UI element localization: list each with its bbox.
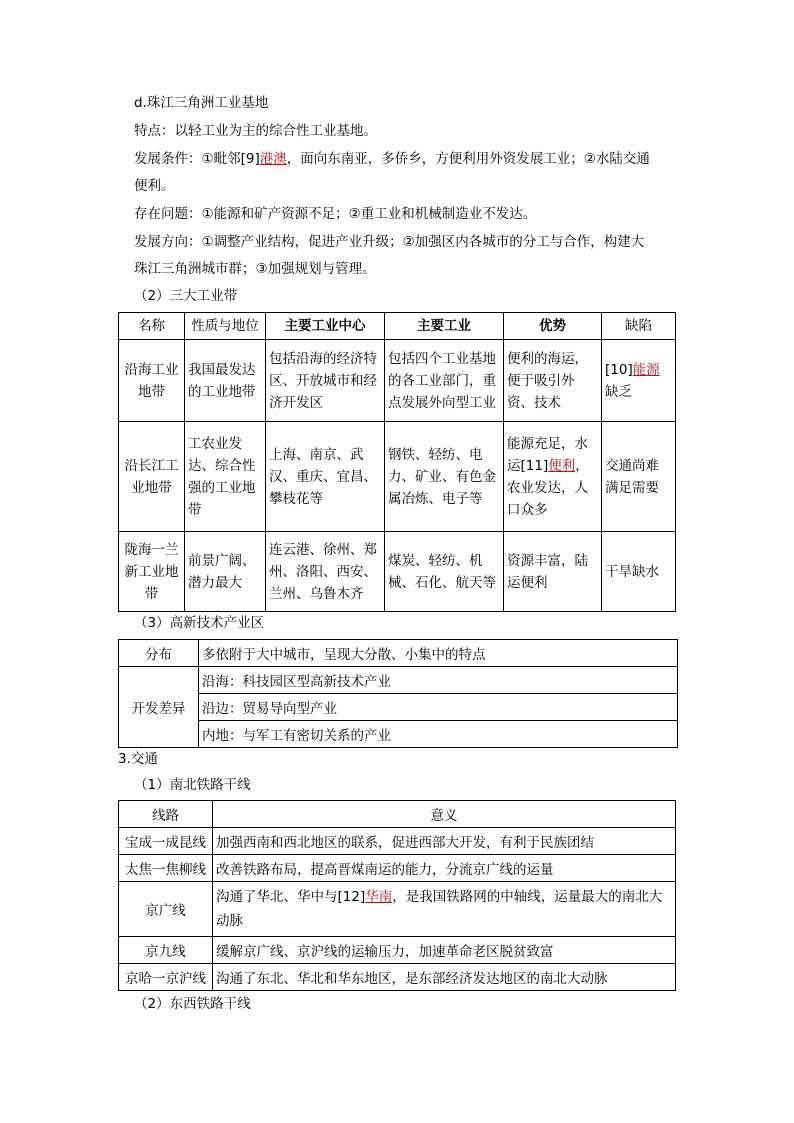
belt-industries: 煤炭、轻纺、机械、石化、航天等 <box>385 532 504 612</box>
direction-text-cont: 珠江三角洲城市群；③加强规划与管理。 <box>134 261 376 277</box>
belt-advantages: 能源充足，水运[11]便利，农业发达，人口众多 <box>504 422 602 532</box>
railway-name: 京哈一京沪线 <box>119 964 213 991</box>
feature-text: 特点：以轻工业为主的综合性工业基地。 <box>134 123 377 139</box>
railway-name: 宝成一成昆线 <box>119 828 213 855</box>
belt-name: 陇海一兰新工业地带 <box>119 532 185 612</box>
north-south-heading: （1）南北铁路干线 <box>134 777 251 793</box>
transport-heading: 3.交通 <box>118 751 158 767</box>
row-value: 多依附于大中城市，呈现大分散、小集中的特点 <box>199 640 678 667</box>
table-row <box>119 340 676 422</box>
table-row <box>119 694 678 721</box>
conditions-text: 发展条件：①毗邻[9]港澳，面向东南亚，多侨乡，方便利用外资发展工业；②水陆交通 <box>134 151 650 167</box>
direction-text: 发展方向：①调整产业结构，促进产业升级；②加强区内各城市的分工与合作，构建大 <box>134 234 645 250</box>
belt-nature: 工农业发达、综合性强的工业地带 <box>185 422 266 532</box>
railway-meaning: 缓解京广线、京沪线的运输压力，加速革命老区脱贫致富 <box>213 937 676 964</box>
header-cell: 线路 <box>119 801 213 828</box>
belt-advantages: 资源丰富，陆运便利 <box>504 532 602 612</box>
problems-text: 存在问题：①能源和矿产资源不足；②重工业和机械制造业不发达。 <box>134 206 537 222</box>
railway-name: 京广线 <box>119 882 213 937</box>
railway-name: 太焦一焦柳线 <box>119 855 213 882</box>
table-row <box>119 721 678 748</box>
table-header-row <box>119 801 676 828</box>
table-row <box>119 937 676 964</box>
header-cell: 性质与地位 <box>185 313 266 340</box>
table-row <box>119 882 676 937</box>
row-value: 沿边：贸易导向型产业 <box>199 694 678 721</box>
table-row <box>119 828 676 855</box>
belt-advantages: 便利的海运，便于吸引外资、技术 <box>504 340 602 422</box>
section-heading: d.珠江三角洲工业基地 <box>134 95 269 111</box>
belt-centers: 上海、南京、武汉、重庆、宜昌、攀枝花等 <box>266 422 385 532</box>
railway-table <box>118 800 676 991</box>
table-row <box>119 640 678 667</box>
railway-meaning: 加强西南和西北地区的联系，促进西部大开发，有利于民族团结 <box>213 828 676 855</box>
belt-industries: 钢铁、轻纺、电力、矿业、有色金属冶炼、电子等 <box>385 422 504 532</box>
table-header-row <box>119 313 676 340</box>
belt-name: 沿长江工业地带 <box>119 422 185 532</box>
row-label: 分布 <box>119 640 199 667</box>
header-cell: 名称 <box>119 313 185 340</box>
railway-meaning: 沟通了华北、华中与[12]华南，是我国铁路网的中轴线，运量最大的南北大动脉 <box>213 882 676 937</box>
header-cell: 优势 <box>504 313 602 340</box>
railway-meaning: 沟通了东北、华北和华东地区，是东部经济发达地区的南北大动脉 <box>213 964 676 991</box>
table-row <box>119 422 676 532</box>
belt-name: 沿海工业地带 <box>119 340 185 422</box>
belt-defect: 干旱缺水 <box>602 532 676 612</box>
belt-defect: 交通尚难满足需要 <box>602 422 676 532</box>
table-row <box>119 532 676 612</box>
table-row <box>119 855 676 882</box>
row-label: 开发差异 <box>119 667 199 748</box>
hightech-heading: （3）高新技术产业区 <box>134 615 265 631</box>
row-value: 沿海：科技园区型高新技术产业 <box>199 667 678 694</box>
header-cell: 主要工业中心 <box>266 313 385 340</box>
belt-nature: 我国最发达的工业地带 <box>185 340 266 422</box>
table-row <box>119 964 676 991</box>
answer-link[interactable]: 港澳 <box>259 151 287 167</box>
railway-name: 京九线 <box>119 937 213 964</box>
answer-link[interactable]: 能源 <box>632 361 660 378</box>
belt-nature: 前景广阔、潜力最大 <box>185 532 266 612</box>
hightech-table <box>118 639 678 748</box>
header-cell: 缺陷 <box>602 313 676 340</box>
row-value: 内地：与军工有密切关系的产业 <box>199 721 678 748</box>
industrial-belts-table <box>118 312 676 612</box>
belt-industries: 包括四个工业基地的各工业部门，重点发展外向型工业 <box>385 340 504 422</box>
answer-link[interactable]: 便利 <box>548 457 576 474</box>
table-row <box>119 667 678 694</box>
east-west-heading: （2）东西铁路干线 <box>134 996 251 1012</box>
header-cell: 主要工业 <box>385 313 504 340</box>
header-cell: 意义 <box>213 801 676 828</box>
belt-centers: 连云港、徐州、郑州、洛阳、西安、兰州、乌鲁木齐 <box>266 532 385 612</box>
belt-defect: [10]能源缺乏 <box>602 340 676 422</box>
belts-heading: （2）三大工业带 <box>134 288 238 304</box>
railway-meaning: 改善铁路布局，提高晋煤南运的能力，分流京广线的运量 <box>213 855 676 882</box>
conditions-text-cont: 便利。 <box>134 178 175 194</box>
belt-centers: 包括沿海的经济特区、开放城市和经济开发区 <box>266 340 385 422</box>
answer-link[interactable]: 华南 <box>365 889 393 905</box>
